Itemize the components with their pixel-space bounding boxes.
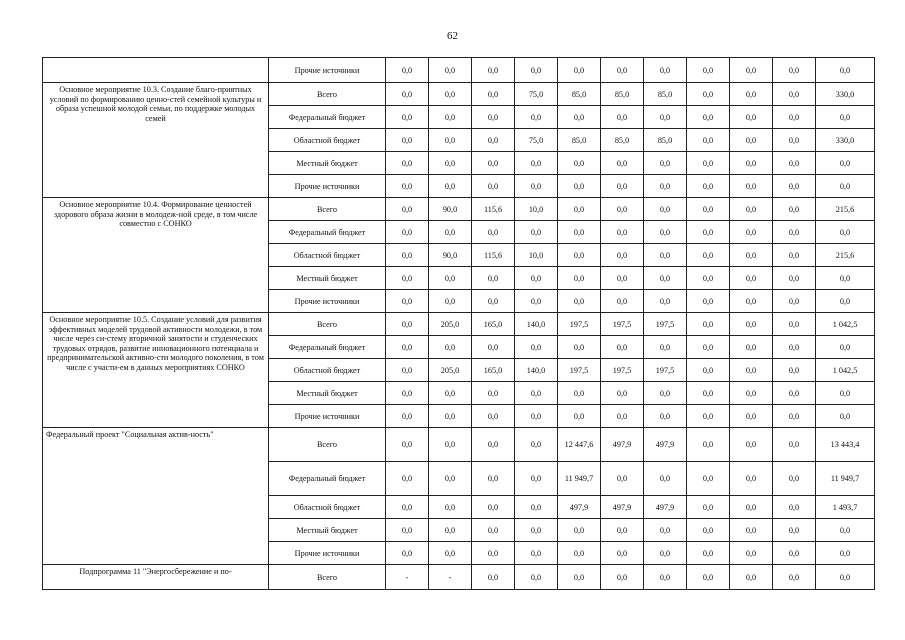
value-cell: 0,0 [515,290,558,313]
funding-source-cell: Федеральный бюджет [269,221,386,244]
value-cell: 75,0 [515,129,558,152]
funding-source-cell: Прочие источники [269,175,386,198]
value-cell: 12 447,6 [558,428,601,462]
value-cell: 0,0 [773,221,816,244]
value-cell: 0,0 [558,565,601,590]
funding-source-cell: Всего [269,428,386,462]
value-cell: 0,0 [687,198,730,221]
value-cell: 0,0 [386,462,429,496]
value-cell: 165,0 [472,359,515,382]
value-cell: 0,0 [730,175,773,198]
value-cell: 0,0 [730,382,773,405]
value-cell: 0,0 [429,221,472,244]
value-cell: 165,0 [472,313,515,336]
value-cell: 0,0 [687,83,730,106]
value-cell: 0,0 [730,152,773,175]
value-cell: 0,0 [472,106,515,129]
value-cell: 0,0 [558,382,601,405]
funding-source-cell: Областной бюджет [269,496,386,519]
value-cell: 0,0 [515,336,558,359]
value-cell: 0,0 [429,129,472,152]
total-value-cell: 0,0 [816,152,875,175]
value-cell: 90,0 [429,198,472,221]
value-cell: 0,0 [773,519,816,542]
value-cell: 85,0 [644,83,687,106]
value-cell: 0,0 [730,428,773,462]
value-cell: 0,0 [386,152,429,175]
total-value-cell: 0,0 [816,542,875,565]
value-cell: 0,0 [773,267,816,290]
funding-source-cell: Местный бюджет [269,382,386,405]
funding-source-cell: Местный бюджет [269,152,386,175]
value-cell: 0,0 [558,336,601,359]
value-cell: 0,0 [773,462,816,496]
value-cell: 0,0 [687,519,730,542]
funding-source-cell: Местный бюджет [269,519,386,542]
value-cell: 0,0 [730,290,773,313]
value-cell: 0,0 [386,519,429,542]
value-cell: 0,0 [472,542,515,565]
value-cell: 0,0 [773,496,816,519]
value-cell: 0,0 [472,267,515,290]
funding-source-cell: Местный бюджет [269,267,386,290]
value-cell: 0,0 [773,244,816,267]
value-cell: 0,0 [773,565,816,590]
value-cell: - [386,565,429,590]
value-cell: 0,0 [601,221,644,244]
value-cell: 0,0 [601,244,644,267]
value-cell: 0,0 [558,405,601,428]
value-cell: 0,0 [386,244,429,267]
value-cell: 0,0 [472,58,515,83]
value-cell: 0,0 [730,565,773,590]
value-cell: 205,0 [429,313,472,336]
value-cell: 0,0 [429,428,472,462]
value-cell: 0,0 [558,267,601,290]
value-cell: 0,0 [429,267,472,290]
value-cell: 497,9 [558,496,601,519]
value-cell: 0,0 [558,290,601,313]
funding-source-cell: Всего [269,313,386,336]
value-cell: 0,0 [386,359,429,382]
value-cell: 0,0 [773,106,816,129]
value-cell: 197,5 [558,359,601,382]
total-value-cell: 215,6 [816,244,875,267]
value-cell: 0,0 [515,106,558,129]
value-cell: 0,0 [601,267,644,290]
value-cell: 197,5 [644,359,687,382]
value-cell: 0,0 [558,519,601,542]
value-cell: 0,0 [429,58,472,83]
total-value-cell: 0,0 [816,106,875,129]
value-cell: 0,0 [386,267,429,290]
value-cell: 0,0 [644,152,687,175]
value-cell: 0,0 [601,542,644,565]
value-cell: 0,0 [429,175,472,198]
value-cell: 0,0 [687,129,730,152]
funding-source-cell: Федеральный бюджет [269,462,386,496]
value-cell: 0,0 [601,405,644,428]
value-cell: 0,0 [429,519,472,542]
value-cell: 0,0 [687,542,730,565]
value-cell: 197,5 [644,313,687,336]
value-cell: 0,0 [515,152,558,175]
value-cell: 0,0 [687,405,730,428]
total-value-cell: 330,0 [816,129,875,152]
value-cell: 0,0 [773,428,816,462]
value-cell: 0,0 [386,198,429,221]
value-cell: 0,0 [429,83,472,106]
value-cell: 115,6 [472,198,515,221]
value-cell: 0,0 [515,542,558,565]
value-cell: 0,0 [773,152,816,175]
value-cell: 0,0 [558,244,601,267]
activity-cell: Подпрограмма 11 "Энергосбережение и по- [43,565,269,590]
value-cell: 0,0 [386,496,429,519]
value-cell: 0,0 [687,267,730,290]
value-cell: 10,0 [515,198,558,221]
value-cell: 0,0 [472,175,515,198]
value-cell: 497,9 [601,496,644,519]
value-cell: 0,0 [386,58,429,83]
funding-source-cell: Федеральный бюджет [269,336,386,359]
value-cell: 0,0 [773,336,816,359]
value-cell: 0,0 [644,58,687,83]
total-value-cell: 330,0 [816,83,875,106]
value-cell: 0,0 [601,152,644,175]
value-cell: 140,0 [515,313,558,336]
value-cell: 0,0 [386,382,429,405]
value-cell: 0,0 [429,496,472,519]
value-cell: 0,0 [687,496,730,519]
value-cell: 0,0 [601,198,644,221]
value-cell: 0,0 [472,221,515,244]
value-cell: 0,0 [472,336,515,359]
value-cell: 0,0 [687,175,730,198]
value-cell: 0,0 [386,428,429,462]
value-cell: 0,0 [601,106,644,129]
value-cell: 0,0 [730,267,773,290]
value-cell: 0,0 [386,175,429,198]
value-cell: 0,0 [644,565,687,590]
value-cell: 0,0 [472,462,515,496]
value-cell: 0,0 [429,290,472,313]
value-cell: 0,0 [644,519,687,542]
value-cell: 0,0 [644,198,687,221]
value-cell: 497,9 [644,496,687,519]
value-cell: 0,0 [515,221,558,244]
total-value-cell: 0,0 [816,405,875,428]
value-cell: 0,0 [515,175,558,198]
value-cell: 0,0 [386,106,429,129]
funding-source-cell: Прочие источники [269,290,386,313]
value-cell: 0,0 [687,428,730,462]
value-cell: 0,0 [773,129,816,152]
table-row [43,313,875,336]
total-value-cell: 0,0 [816,267,875,290]
value-cell: 0,0 [687,462,730,496]
value-cell: 0,0 [472,565,515,590]
value-cell: 0,0 [601,462,644,496]
value-cell: 0,0 [601,58,644,83]
value-cell: 85,0 [558,83,601,106]
value-cell: 0,0 [386,83,429,106]
value-cell: 0,0 [773,313,816,336]
value-cell: 0,0 [472,519,515,542]
total-value-cell: 0,0 [816,382,875,405]
value-cell: 85,0 [601,83,644,106]
value-cell: 0,0 [730,313,773,336]
value-cell: 0,0 [687,221,730,244]
value-cell: 0,0 [730,198,773,221]
value-cell: 0,0 [687,290,730,313]
value-cell: - [429,565,472,590]
value-cell: 140,0 [515,359,558,382]
total-value-cell: 13 443,4 [816,428,875,462]
total-value-cell: 0,0 [816,58,875,83]
value-cell: 0,0 [429,542,472,565]
value-cell: 0,0 [730,519,773,542]
value-cell: 0,0 [730,58,773,83]
value-cell: 0,0 [515,382,558,405]
value-cell: 197,5 [601,359,644,382]
value-cell: 85,0 [601,129,644,152]
value-cell: 0,0 [773,198,816,221]
value-cell: 0,0 [601,519,644,542]
value-cell: 0,0 [644,542,687,565]
total-value-cell: 0,0 [816,565,875,590]
value-cell: 0,0 [687,565,730,590]
value-cell: 0,0 [601,336,644,359]
value-cell: 0,0 [644,336,687,359]
value-cell: 0,0 [730,336,773,359]
total-value-cell: 1 042,5 [816,359,875,382]
value-cell: 90,0 [429,244,472,267]
value-cell: 0,0 [687,106,730,129]
table-row [43,428,875,462]
value-cell: 0,0 [644,462,687,496]
value-cell: 0,0 [687,152,730,175]
value-cell: 0,0 [429,382,472,405]
funding-source-cell: Областной бюджет [269,244,386,267]
value-cell: 0,0 [472,129,515,152]
value-cell: 0,0 [644,382,687,405]
value-cell: 0,0 [730,106,773,129]
value-cell: 0,0 [429,106,472,129]
page-number: 62 [447,30,458,42]
value-cell: 0,0 [730,542,773,565]
value-cell: 0,0 [687,58,730,83]
value-cell: 0,0 [773,405,816,428]
value-cell: 0,0 [515,267,558,290]
table-row [43,565,875,590]
value-cell: 0,0 [601,382,644,405]
value-cell: 0,0 [472,290,515,313]
total-value-cell: 1 493,7 [816,496,875,519]
funding-source-cell: Областной бюджет [269,129,386,152]
total-value-cell: 11 949,7 [816,462,875,496]
value-cell: 0,0 [429,152,472,175]
value-cell: 85,0 [644,129,687,152]
value-cell: 0,0 [558,198,601,221]
value-cell: 115,6 [472,244,515,267]
value-cell: 0,0 [472,152,515,175]
value-cell: 0,0 [730,221,773,244]
value-cell: 10,0 [515,244,558,267]
table-row [43,58,875,83]
value-cell: 0,0 [601,175,644,198]
value-cell: 0,0 [515,519,558,542]
value-cell: 0,0 [773,359,816,382]
funding-source-cell: Всего [269,565,386,590]
value-cell: 0,0 [386,542,429,565]
value-cell: 0,0 [730,244,773,267]
value-cell: 0,0 [730,462,773,496]
value-cell: 0,0 [687,336,730,359]
value-cell: 85,0 [558,129,601,152]
value-cell: 11 949,7 [558,462,601,496]
value-cell: 0,0 [644,221,687,244]
value-cell: 0,0 [386,290,429,313]
total-value-cell: 0,0 [816,175,875,198]
value-cell: 0,0 [472,496,515,519]
total-value-cell: 1 042,5 [816,313,875,336]
table-body [43,58,875,590]
value-cell: 0,0 [472,83,515,106]
funding-source-cell: Прочие источники [269,58,386,83]
value-cell: 0,0 [386,336,429,359]
value-cell: 0,0 [558,152,601,175]
value-cell: 0,0 [515,496,558,519]
funding-source-cell: Прочие источники [269,542,386,565]
activity-cell: Основное мероприятие 10.4. Формирование ценностей здорового образа жизни в молодеж-ной среде, в том числе совместно с СОНКО [43,198,269,313]
value-cell: 0,0 [687,244,730,267]
funding-source-cell: Федеральный бюджет [269,106,386,129]
value-cell: 0,0 [644,106,687,129]
table-row [43,198,875,221]
value-cell: 0,0 [558,542,601,565]
value-cell: 0,0 [429,405,472,428]
value-cell: 0,0 [472,382,515,405]
value-cell: 0,0 [515,405,558,428]
value-cell: 0,0 [730,129,773,152]
value-cell: 197,5 [558,313,601,336]
value-cell: 0,0 [644,267,687,290]
value-cell: 497,9 [644,428,687,462]
value-cell: 0,0 [558,175,601,198]
value-cell: 0,0 [429,336,472,359]
value-cell: 0,0 [773,175,816,198]
activity-cell: Основное мероприятие 10.3. Создание благо-приятных условий по формированию ценно-стей семейной культуры и образа успешной молодой семьи, по поддержке молодых семей [43,83,269,198]
value-cell: 0,0 [386,129,429,152]
value-cell: 0,0 [558,221,601,244]
value-cell: 0,0 [515,58,558,83]
table-row [43,83,875,106]
funding-source-cell: Прочие источники [269,405,386,428]
value-cell: 0,0 [515,565,558,590]
value-cell: 0,0 [644,405,687,428]
value-cell: 0,0 [558,106,601,129]
value-cell: 0,0 [730,359,773,382]
value-cell: 0,0 [773,542,816,565]
activity-cell [43,58,269,83]
total-value-cell: 0,0 [816,290,875,313]
value-cell: 0,0 [386,221,429,244]
value-cell: 0,0 [687,382,730,405]
value-cell: 0,0 [730,496,773,519]
value-cell: 0,0 [644,290,687,313]
value-cell: 0,0 [429,462,472,496]
value-cell: 197,5 [601,313,644,336]
value-cell: 0,0 [515,428,558,462]
value-cell: 0,0 [558,58,601,83]
value-cell: 0,0 [601,565,644,590]
value-cell: 0,0 [515,462,558,496]
value-cell: 0,0 [773,382,816,405]
total-value-cell: 0,0 [816,221,875,244]
value-cell: 0,0 [773,83,816,106]
funding-source-cell: Всего [269,198,386,221]
total-value-cell: 0,0 [816,336,875,359]
value-cell: 0,0 [472,405,515,428]
value-cell: 0,0 [687,313,730,336]
funding-source-cell: Областной бюджет [269,359,386,382]
value-cell: 205,0 [429,359,472,382]
value-cell: 0,0 [773,290,816,313]
value-cell: 0,0 [730,405,773,428]
value-cell: 75,0 [515,83,558,106]
value-cell: 0,0 [386,313,429,336]
value-cell: 0,0 [773,58,816,83]
value-cell: 0,0 [644,244,687,267]
activity-cell: Основное мероприятие 10.5. Создание условий для развития эффективных моделей трудовой активности молодежи, в том числе через си-стему вторичной занятости и студенческих трудовых отрядов, развитие инновационного потенциала и предпринимательской активно-сти молодого поколения, в том числе с участи-ем в данных мероприятиях СОНКО [43,313,269,428]
value-cell: 0,0 [644,175,687,198]
total-value-cell: 215,6 [816,198,875,221]
total-value-cell: 0,0 [816,519,875,542]
activity-cell: Федеральный проект "Социальная актив-ность" [43,428,269,565]
budget-table [42,57,875,590]
funding-source-cell: Всего [269,83,386,106]
value-cell: 0,0 [472,428,515,462]
value-cell: 0,0 [601,290,644,313]
value-cell: 0,0 [386,405,429,428]
value-cell: 0,0 [687,359,730,382]
value-cell: 497,9 [601,428,644,462]
value-cell: 0,0 [730,83,773,106]
